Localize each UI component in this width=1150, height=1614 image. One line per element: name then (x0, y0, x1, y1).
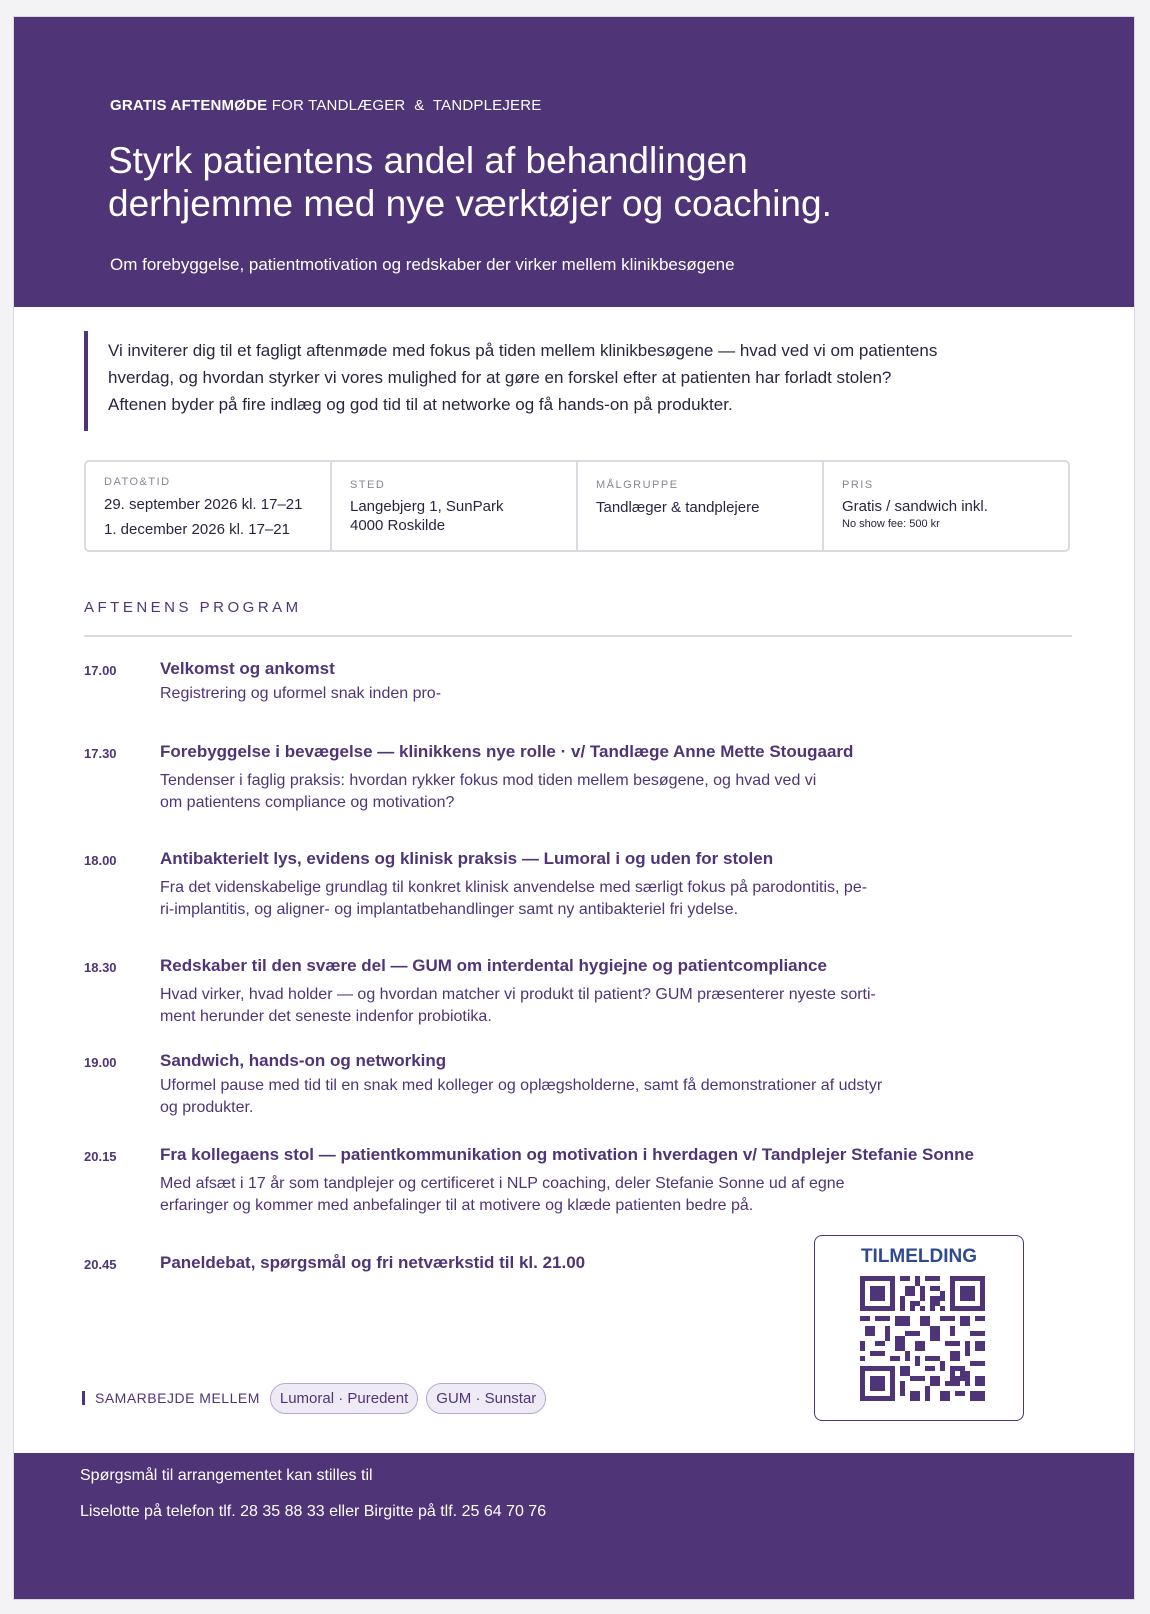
program-title-text: Antibakterielt lys, evidens og klinisk praksis — Lumoral i og uden for stolen (160, 849, 774, 868)
intro-line-3: Aftenen byder på fire indlæg og god tid til at networke og få hands-on på produkter. (108, 395, 733, 414)
footer-banner (14, 1453, 1134, 1599)
eyebrow-bold: GRATIS AFTENMØDE (110, 97, 268, 114)
qr-code-icon[interactable] (860, 1276, 985, 1401)
footer-contact-phones: Liselotte på telefon tlf. 28 35 88 33 eller Birgitte på tlf. 25 64 70 76 (80, 1503, 547, 1520)
program-time: 19.00 (84, 1055, 117, 1070)
program-title-text: Sandwich, hands-on og networking (160, 1051, 447, 1070)
program-title-text: Paneldebat, spørgsmål og fri netværkstid til kl. 21.00 (160, 1253, 586, 1272)
program-desc-line-1: Hvad virker, hvad holder — og hvordan matcher vi produkt til patient? GUM præsenterer nyeste sorti- (160, 986, 876, 1003)
fact-price-small: No show fee: 500 kr (842, 518, 940, 530)
program-desc-line-1: Uformel pause med tid til en snak med kolleger og oplægsholderne, samt få demonstrationer af udstyr (160, 1077, 883, 1094)
fact-date-line-2: 1. december 2026 kl. 17–21 (104, 521, 290, 538)
fact-place-label: STED (350, 479, 386, 491)
fact-audience-label: MÅLGRUPPE (596, 479, 679, 491)
program-time: 17.00 (84, 663, 117, 678)
fact-price (824, 462, 1068, 550)
fact-price-label: PRIS (842, 479, 874, 491)
program-desc (160, 770, 1030, 814)
eyebrow (110, 97, 542, 114)
header-banner (14, 17, 1134, 307)
partners-label: SAMARBEJDE MELLEM (82, 1391, 260, 1405)
partner-pill-lumoral: Lumoral · Puredent (270, 1383, 418, 1414)
footer-contact-intro: Spørgsmål til arrangementet kan stilles til (80, 1467, 373, 1484)
fact-date-label: DATO&TID (104, 476, 171, 488)
program-divider (84, 635, 1072, 637)
facts-box (84, 460, 1070, 552)
program-desc-line-2: om patientens compliance og motivation? (160, 794, 455, 811)
intro-line-2: hverdag, og hvordan styrker vi vores mulighed for at gøre en forskel efter at patienten har forladt stolen? (108, 368, 892, 387)
headline-line-1: Styrk patientens andel af behandlingen (108, 140, 748, 181)
program-desc-line-2: ri-implantitis, og aligner- og implantatbehandlinger samt ny antibakteriel fri ydelse. (160, 901, 739, 918)
program-time: 18.30 (84, 960, 117, 975)
program-desc-line-1: Fra det videnskabelige grundlag til konkret klinisk anvendelse med særligt fokus på parodontitis, pe- (160, 879, 868, 896)
program-title-text: Redskaber til den svære del — GUM om interdental hygiejne og patientcompliance (160, 956, 827, 975)
program-desc (160, 1173, 1030, 1217)
program-title: AFTENENS PROGRAM (84, 599, 302, 616)
flyer-page (13, 16, 1135, 1600)
intro-line-1: Vi inviterer dig til et fagligt aftenmøde med fokus på tiden mellem klinikbesøgene — hvad ved vi om patientens (108, 341, 938, 360)
program-title-text: Velkomst og ankomst (160, 659, 335, 678)
program-desc (160, 683, 1030, 705)
program-desc-line-1: Tendenser i faglig praksis: hvordan rykker fokus mod tiden mellem besøgene, og hvad ved vi (160, 772, 817, 789)
fact-date-line-1: 29. september 2026 kl. 17–21 (104, 496, 303, 513)
fact-place-line-2: 4000 Roskilde (350, 517, 446, 534)
intro-quote (84, 331, 1078, 431)
headline (108, 139, 1068, 225)
program-time: 17.30 (84, 746, 117, 761)
program-desc (160, 984, 1030, 1028)
program-title-text: Fra kollegaens stol — patientkommunikation og motivation i hverdagen v/ Tandplejer Stefanie Sonne (160, 1145, 974, 1164)
fact-date (86, 462, 332, 550)
program-title-text: Forebyggelse i bevægelse — klinikkens nye rolle · v/ Tandlæge Anne Mette Stougaard (160, 742, 854, 761)
program-time: 18.00 (84, 853, 117, 868)
program-desc-line-1: Med afsæt i 17 år som tandplejer og certificeret i NLP coaching, deler Stefanie Sonne ud af egne (160, 1175, 845, 1192)
program-desc-line-2: og produkter. (160, 1099, 254, 1116)
program-desc-line-2: erfaringer og kommer med anbefalinger til at motivere og klæde patienten bedre på. (160, 1197, 754, 1214)
program-desc-line-1: Registrering og uformel snak inden pro- (160, 685, 442, 702)
fact-place (332, 462, 578, 550)
program-desc-line-2: ment herunder det seneste indenfor probiotika. (160, 1008, 492, 1025)
intro-text (108, 337, 1058, 418)
program-desc (160, 877, 1030, 921)
partner-pill-gum: GUM · Sunstar (426, 1383, 546, 1414)
partners-row (82, 1381, 554, 1415)
headline-line-2: derhjemme med nye værktøjer og coaching. (108, 183, 832, 224)
program-desc (160, 1075, 1030, 1119)
registration-title: TILMELDING (860, 1246, 978, 1267)
fact-audience-line-1: Tandlæger & tandplejere (596, 499, 760, 516)
subline: Om forebyggelse, patientmotivation og redskaber der virker mellem klinikbesøgene (110, 255, 735, 274)
fact-place-line-1: Langebjerg 1, SunPark (350, 498, 504, 515)
fact-audience (578, 462, 824, 550)
program-time: 20.15 (84, 1149, 117, 1164)
program-time: 20.45 (84, 1257, 117, 1272)
eyebrow-rest: FOR TANDLÆGER & TANDPLEJERE (267, 97, 542, 114)
registration-box[interactable] (814, 1235, 1024, 1421)
fact-price-line-1: Gratis / sandwich inkl. (842, 498, 988, 515)
